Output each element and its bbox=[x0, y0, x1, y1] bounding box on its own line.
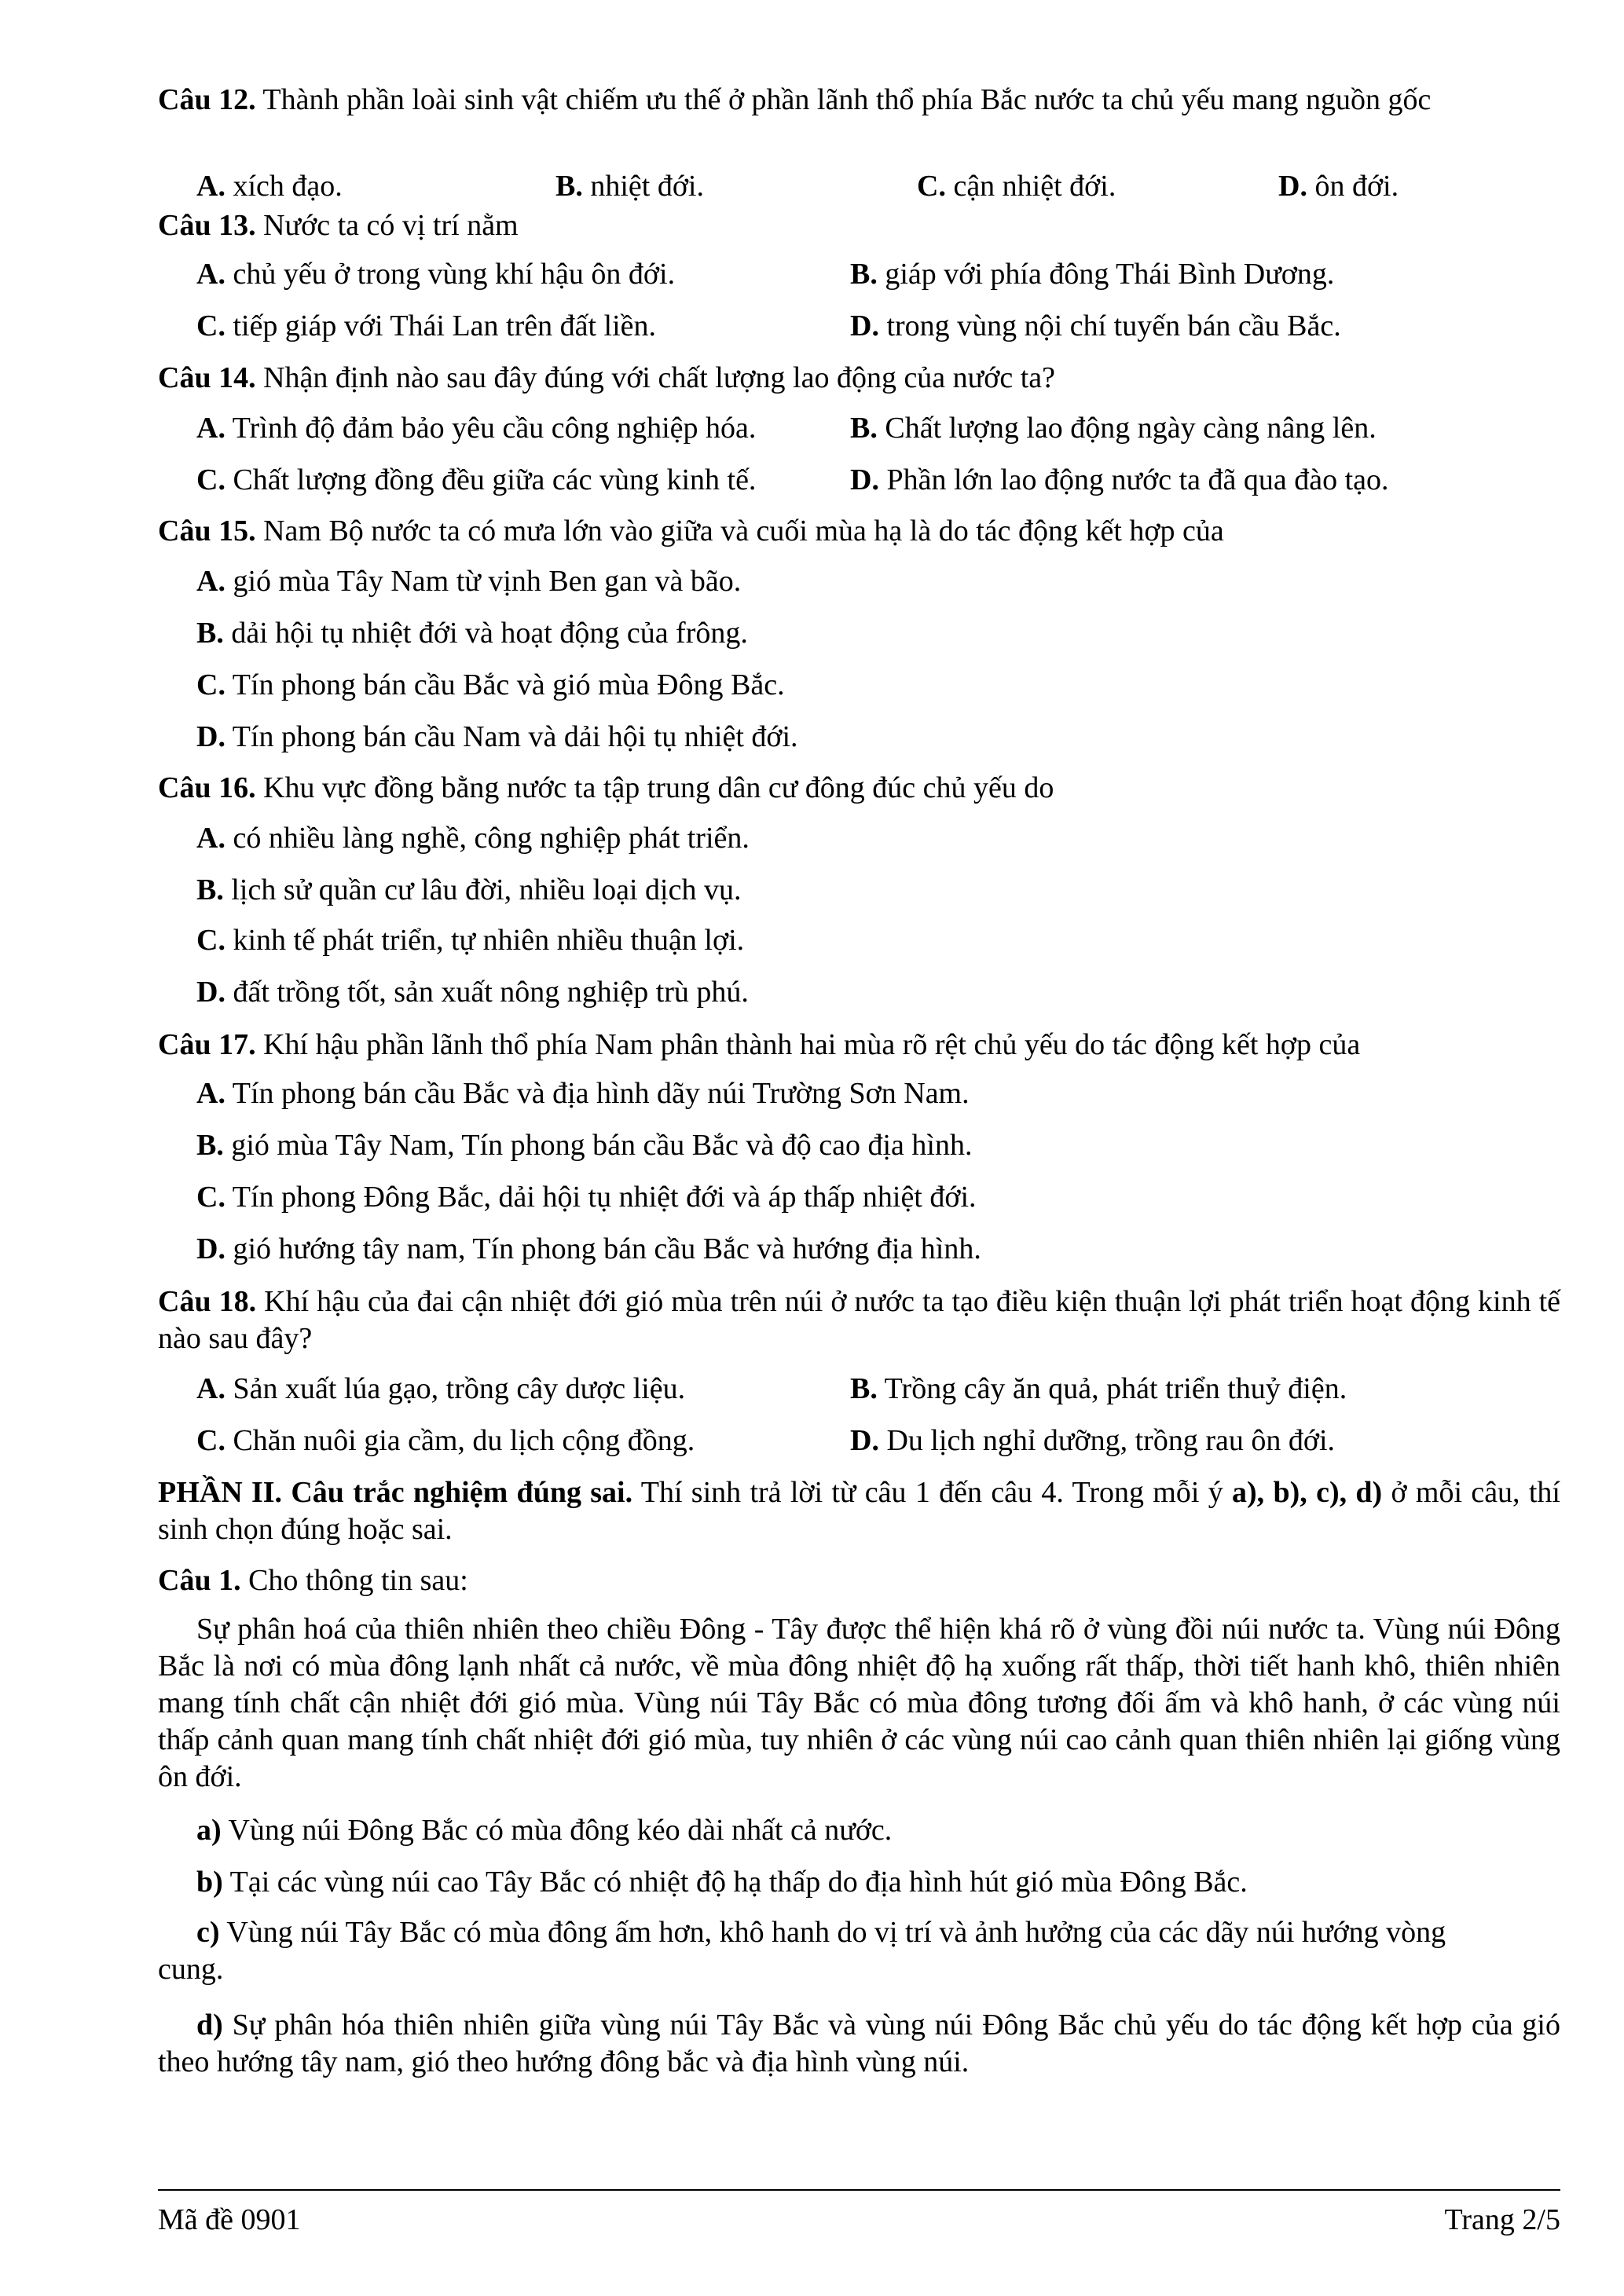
option-d bbox=[196, 974, 749, 1011]
label-bold: A. bbox=[196, 258, 225, 291]
option-c bbox=[196, 922, 744, 959]
option-b bbox=[850, 256, 1334, 293]
text: Vùng núi Tây Bắc có mùa đông ấm hơn, khô hanh do vị trí và ảnh hưởng của các dãy núi hướng vòng cung. bbox=[158, 1916, 1446, 1986]
option-d bbox=[1278, 168, 1399, 205]
option-b bbox=[555, 168, 704, 205]
label-bold: D. bbox=[850, 463, 879, 496]
question-12 bbox=[158, 82, 1560, 119]
label-bold: D. bbox=[196, 720, 225, 753]
label-bold: A. bbox=[196, 1372, 225, 1405]
text: Nước ta có vị trí nằm bbox=[255, 209, 519, 242]
text: Tín phong bán cầu Bắc và gió mùa Đông Bắc. bbox=[225, 668, 785, 701]
option-b bbox=[850, 410, 1377, 447]
text: chủ yếu ở trong vùng khí hậu ôn đới. bbox=[225, 258, 676, 291]
text: gió hướng tây nam, Tín phong bán cầu Bắc và hướng địa hình. bbox=[225, 1232, 981, 1265]
option-c bbox=[917, 168, 1116, 205]
label-bold: C. bbox=[196, 1181, 225, 1214]
text: Tín phong Đông Bắc, dải hội tụ nhiệt đới và áp thấp nhiệt đới. bbox=[225, 1181, 977, 1214]
text: tiếp giáp với Thái Lan trên đất liền. bbox=[225, 309, 657, 342]
question-1 bbox=[158, 1562, 1560, 1599]
label-bold: A. bbox=[196, 822, 225, 855]
page-number: Trang 2/5 bbox=[1444, 2203, 1560, 2236]
text: Trình độ đảm bảo yêu cầu công nghiệp hóa. bbox=[225, 412, 757, 445]
option-c bbox=[196, 667, 785, 704]
text: Khí hậu của đai cận nhiệt đới gió mùa trên núi ở nước ta tạo điều kiện thuận lợi phát triển hoạt động kinh tế nào sau đây? bbox=[158, 1285, 1561, 1355]
part-2-heading bbox=[158, 1474, 1560, 1548]
text: Tín phong bán cầu Nam và dải hội tụ nhiệt đới. bbox=[225, 720, 798, 753]
label-bold: Câu 16. bbox=[158, 771, 256, 804]
question-13 bbox=[158, 207, 1560, 244]
label-bold: D. bbox=[196, 1232, 225, 1265]
text: trong vùng nội chí tuyến bán cầu Bắc. bbox=[878, 309, 1341, 342]
label-bold: c) bbox=[196, 1916, 220, 1949]
label-bold: A. bbox=[196, 565, 225, 598]
label-bold: PHẦN II. Câu trắc nghiệm đúng sai. bbox=[158, 1476, 633, 1509]
text: Chăn nuôi gia cầm, du lịch cộng đồng. bbox=[225, 1424, 695, 1457]
text: ôn đới. bbox=[1307, 170, 1399, 203]
option-d bbox=[196, 1231, 981, 1268]
question-15 bbox=[158, 513, 1560, 550]
label-bold: Câu 18. bbox=[158, 1285, 257, 1318]
option-b bbox=[196, 615, 748, 652]
option-a bbox=[196, 1371, 685, 1408]
option-d bbox=[850, 1423, 1335, 1459]
label-bold: C. bbox=[196, 668, 225, 701]
text: Nhận định nào sau đây đúng với chất lượng lao động của nước ta? bbox=[255, 361, 1056, 394]
text: Du lịch nghỉ dưỡng, trồng rau ôn đới. bbox=[878, 1424, 1336, 1457]
option-b bbox=[196, 872, 741, 909]
label-bold: A. bbox=[196, 1077, 225, 1110]
text: Thí sinh trả lời từ câu 1 đến câu 4. Trong mỗi ý bbox=[632, 1476, 1233, 1509]
label-bold: B. bbox=[555, 170, 583, 203]
label-bold: C. bbox=[196, 924, 225, 957]
option-a bbox=[196, 168, 343, 205]
label-bold: Câu 14. bbox=[158, 361, 256, 394]
text: có nhiều làng nghề, công nghiệp phát triển. bbox=[225, 822, 750, 855]
option-a bbox=[196, 820, 750, 857]
text: gió mùa Tây Nam, Tín phong bán cầu Bắc và độ cao địa hình. bbox=[223, 1129, 973, 1162]
label-bold: D. bbox=[1278, 170, 1307, 203]
question-label: Câu 12. bbox=[158, 83, 256, 116]
text: Khu vực đồng bằng nước ta tập trung dân cư đông đúc chủ yếu do bbox=[255, 771, 1054, 804]
label-bold: b) bbox=[196, 1866, 223, 1899]
label-bold: D. bbox=[850, 1424, 879, 1457]
label-bold: D. bbox=[850, 309, 879, 342]
text: Khí hậu phần lãnh thổ phía Nam phân thành hai mùa rõ rệt chủ yếu do tác động kết hợp của bbox=[255, 1028, 1361, 1061]
option-c bbox=[196, 308, 656, 345]
text: Sự phân hóa thiên nhiên giữa vùng núi Tây Bắc và vùng núi Đông Bắc chủ yếu do tác động kết hợp của gió theo hướng tây nam, gió theo hướng đông bắc và địa hình vùng núi. bbox=[158, 2009, 1560, 2078]
text: Sản xuất lúa gạo, trồng cây dược liệu. bbox=[225, 1372, 686, 1405]
label-bold: B. bbox=[850, 258, 878, 291]
label-bold: Câu 13. bbox=[158, 209, 256, 242]
text: Tín phong bán cầu Bắc và địa hình dãy núi Trường Sơn Nam. bbox=[225, 1077, 970, 1110]
label-bold: d) bbox=[196, 2009, 223, 2041]
text: cận nhiệt đới. bbox=[945, 170, 1116, 203]
label-bold: C. bbox=[196, 463, 225, 496]
option-d bbox=[850, 462, 1389, 499]
text: Chất lượng đồng đều giữa các vùng kinh tế. bbox=[225, 463, 757, 496]
label-bold: a), b), c), d) bbox=[1232, 1476, 1383, 1509]
text: Nam Bộ nước ta có mưa lớn vào giữa và cuối mùa hạ là do tác động kết hợp của bbox=[255, 514, 1224, 547]
text: Phần lớn lao động nước ta đã qua đào tạo. bbox=[878, 463, 1389, 496]
text: ở mỗi câu, thí sinh chọn đúng hoặc sai. bbox=[158, 1476, 1560, 1546]
option-d bbox=[850, 308, 1341, 345]
exam-code: Mã đề 0901 bbox=[158, 2203, 301, 2236]
label-bold: B. bbox=[196, 873, 224, 906]
option-a bbox=[196, 410, 756, 447]
statement-c bbox=[158, 1914, 1509, 1988]
label-bold: B. bbox=[196, 617, 224, 650]
text: xích đạo. bbox=[225, 170, 343, 203]
text: nhiệt đới. bbox=[582, 170, 704, 203]
label-bold: Câu 15. bbox=[158, 514, 256, 547]
text: Chất lượng lao động ngày càng nâng lên. bbox=[877, 412, 1377, 445]
text: lịch sử quần cư lâu đời, nhiều loại dịch vụ. bbox=[223, 873, 742, 906]
option-a bbox=[196, 256, 675, 293]
question-14 bbox=[158, 360, 1560, 397]
option-a bbox=[196, 563, 741, 600]
statement-d bbox=[158, 2007, 1560, 2081]
text: Cho thông tin sau: bbox=[240, 1564, 468, 1597]
option-d bbox=[196, 719, 798, 756]
option-b bbox=[850, 1371, 1347, 1408]
label-bold: D. bbox=[196, 976, 225, 1009]
text: dải hội tụ nhiệt đới và hoạt động của frông. bbox=[223, 617, 748, 650]
question-text: Thành phần loài sinh vật chiếm ưu thế ở phần lãnh thổ phía Bắc nước ta chủ yếu mang nguồn gốc bbox=[255, 83, 1432, 116]
label-bold: A. bbox=[196, 170, 225, 203]
label-bold: A. bbox=[196, 412, 225, 445]
text: Trồng cây ăn quả, phát triển thuỷ điện. bbox=[877, 1372, 1347, 1405]
question-18 bbox=[158, 1283, 1560, 1357]
text: kinh tế phát triển, tự nhiên nhiều thuận lợi. bbox=[225, 924, 745, 957]
label-bold: C. bbox=[196, 1424, 225, 1457]
label-bold: B. bbox=[850, 412, 878, 445]
label-bold: Câu 1. bbox=[158, 1564, 241, 1597]
option-b bbox=[196, 1127, 972, 1164]
option-c bbox=[196, 1423, 695, 1459]
statement-b bbox=[158, 1864, 1560, 1901]
label-bold: B. bbox=[196, 1129, 224, 1162]
label-bold: C. bbox=[196, 309, 225, 342]
text: giáp với phía đông Thái Bình Dương. bbox=[877, 258, 1335, 291]
info-passage: Sự phân hoá của thiên nhiên theo chiều Đông - Tây được thể hiện khá rõ ở vùng đồi núi nước ta. Vùng núi Đông Bắc là nơi có mùa đông lạnh nhất cả nước, về mùa đông nhiệt độ hạ xuống rất thấp, thời tiết hanh khô, thiên nhiên mang tính chất cận nhiệt đới gió mùa. Vùng núi Tây Bắc có mùa đông tương đối ấm và khô hanh, ở các vùng núi thấp cảnh quan mang tính chất nhiệt đới gió mùa, tuy nhiên ở các vùng núi cao cảnh quan thiên nhiên lại giống vùng ôn đới. bbox=[158, 1613, 1560, 1793]
footer-divider bbox=[158, 2189, 1560, 2191]
text: Tại các vùng núi cao Tây Bắc có nhiệt độ hạ thấp do địa hình hút gió mùa Đông Bắc. bbox=[222, 1866, 1248, 1899]
text: gió mùa Tây Nam từ vịnh Ben gan và bão. bbox=[225, 565, 742, 598]
text: đất trồng tốt, sản xuất nông nghiệp trù phú. bbox=[225, 976, 749, 1009]
label-bold: B. bbox=[850, 1372, 878, 1405]
question-17 bbox=[158, 1027, 1560, 1064]
option-c bbox=[196, 462, 756, 499]
option-c bbox=[196, 1179, 977, 1216]
text: Vùng núi Đông Bắc có mùa đông kéo dài nhất cả nước. bbox=[221, 1814, 893, 1847]
label-bold: C. bbox=[917, 170, 946, 203]
label-bold: a) bbox=[196, 1814, 222, 1847]
option-a bbox=[196, 1075, 970, 1112]
label-bold: Câu 17. bbox=[158, 1028, 256, 1061]
statement-a bbox=[158, 1812, 1560, 1849]
question-16 bbox=[158, 770, 1560, 807]
